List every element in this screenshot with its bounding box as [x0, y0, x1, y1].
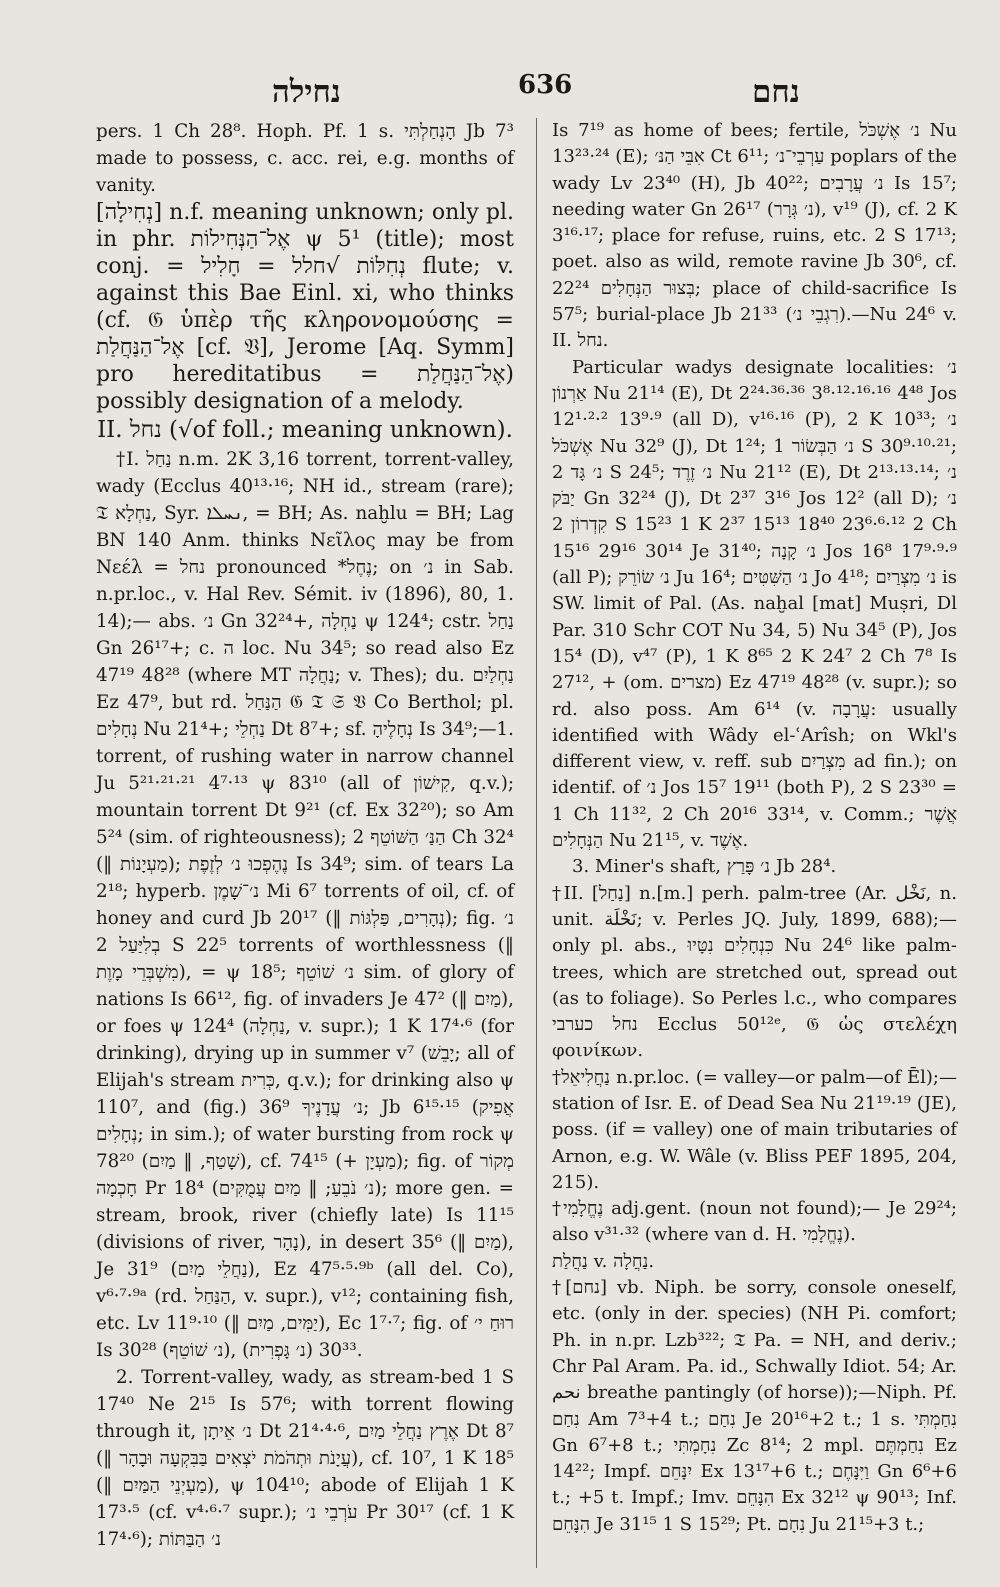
running-head-right: נחם [752, 74, 800, 110]
entry-nachalat: נַחֲלַת v. נַחֲלָה. [552, 1250, 655, 1272]
running-head-left: נחילה [272, 74, 341, 110]
right-column [552, 118, 957, 1538]
page-number: 636 [518, 70, 573, 100]
entry-nachal-palm: †II. [נַחַל] n.[m.] perh. palm-tree (Ar. نَخْل, n. unit. نَخْلَة; v. Perles JQ. July, 1899, 688);— only pl. abs., כִּנְחָלִים נִטָּיוּ Nu 24⁶ like palm-trees, which are stretched out, spread out (as to foliage). So Perles l.c., who compares נחל כערבי Ecclus 50¹²ᵉ, 𝔊 ὡς στελέχη φοινίκων. [552, 882, 958, 1062]
left-column [96, 118, 514, 1553]
entry-miners-shaft: 3. Miner's shaft, נ׳ פָּרַץ Jb 28⁴. [572, 856, 837, 878]
entry-particular-wadys: Particular wadys designate localities: נ׳ אַרְנוֹן Nu 21¹⁴ (E), Dt 2²⁴·³⁶·³⁶ 3⁸·¹²·¹⁶·¹⁶ 4⁴⁸ Jos 12¹·²·² 13⁹·⁹ (all D), v¹⁶·¹⁶ (P), 2 K 10³³; נ׳ אֶשְׁכֹּל Nu 32⁹ (J), Dt 1²⁴; נ׳ הַבְּשׂוֹר 1 S 30⁹·¹⁰·²¹; נ׳ גָּד 2 S 24⁵; נ׳ זֶרֶד Nu 21¹² (E), Dt 2¹³·¹³·¹⁴; נ׳ יַבֹּק Gn 32²⁴ (J), Dt 2³⁷ 3¹⁶ Jos 12² (all D); נ׳ קִדְרוֹן 2 S 15²³ 1 K 2³⁷ 15¹³ 18⁴⁰ 23⁶·⁶·¹² 2 Ch 15¹⁶ 29¹⁶ 30¹⁴ Je 31⁴⁰; נ׳ קָנָה Jos 16⁸ 17⁹·⁹·⁹ (all P); נ׳ שׂוֹרֵק Ju 16⁴; נ׳ הַשִּׁטִּים Jo 4¹⁸; נ׳ מִצְרַיִם is SW. limit of Pal. (As. naḫal [mat] Muṣri, Dl Par. 310 Schr COT Nu 34, 5) Nu 34⁵ (P), Jos 15⁴ (D), v⁴⁷ (P), 1 K 8⁶⁵ 2 K 24⁷ 2 Ch 7⁸ Is 27¹², + (om. מצרים) Ez 47¹⁹ 48²⁸ (v. supr.); so rd. also poss. Am 6¹⁴ (v. עֲרָבָה: usually identified with Wâdy el-ʿArîsh; on Wkl's different view, v. reff. sub מִצְרַיִם ad fin.); on identif. of נ׳ Jos 15⁷ 19¹¹ (both P), 2 S 23³⁰ = 1 Ch 11³², 2 Ch 20¹⁶ 33¹⁴, v. Comm.; אֲשֶׁר הַנְּחָלִים Nu 21¹⁵, v. אֶשֶׁד. [552, 356, 958, 852]
entry-nachal-torrent: †I. נַחַל n.m. 2K 3,16 torrent, torrent-valley, wady (Ecclus 40¹³·¹⁶; NH id., stream (rare); 𝔗 נַחְלָא, Syr. ܢܚܠܐ, = BH; As. naḫlu = BH; Lag BN 140 Anm. thinks Νεῖλος may be from Νεέλ = נחל pronounced *נֶחֶל; on נ׳ in Sab. n.pr.loc., v. Hal Rev. Sémit. iv (1896), 80, 1. 14);— abs. נ׳ Gn 32²⁴+, נַחְלָה ψ 124⁴; cstr. נַחַל Gn 26¹⁷+; c. ה loc. Nu 34⁵; so read also Ez 47¹⁹ 48²⁸ (where MT נַחֲלָה; v. Thes); du. נַחְלַיִם Ez 47⁹, but rd. הַנַּחַל 𝔊 𝔗 𝔖 𝔙 Co Berthol; pl. נְחָלִים Nu 21⁴+; נַחְלֵי Dt 8⁷+; sf. נְחָלֶיהָ Is 34⁹;—1. torrent, of rushing water in narrow channel Ju 5²¹·²¹·²¹ 4⁷·¹³ ψ 83¹⁰ (all of קִישׁוֹן, q.v.); mountain torrent Dt 9²¹ (cf. Ex 32²⁰); so Am 5²⁴ (sim. of righteousness); הַנַּ׳ הַשּׁוֹטֵף 2 Ch 32⁴ (‖ מַעְיָנוֹת); נֶהֶפְכוּ נ׳ לְזֶפֶת Is 34⁹; sim. of tears La 2¹⁸; hyperb. נ׳־שָׁמֶן Mi 6⁷ torrents of oil, cf. of honey and curd Jb 20¹⁷ (‖ נְהָרִים, פַּלְגּוֹת); fig. נ׳ בְלִיַּעַל 2 S 22⁵ torrents of worthlessness (‖ מִשְׁבְּרֵי מָוֶת), = ψ 18⁵; נ׳ שׁוֹטֵף sim. of glory of nations Is 66¹², fig. of invaders Je 47² (‖ מַיִם), or foes ψ 124⁴ (נַחְלָה, v. supr.); 1 K 17⁴·⁶ (for drinking), drying up in summer v⁷ (יָבֵשׁ; all of Elijah's stream כְּרִית, q.v.); for drinking also ψ 110⁷, and (fig.) נ׳ עֲדָנֶיךָ 36⁹; Jb 6¹⁵·¹⁵ (אֲפִיק נְחָלִים; in sim.); of water bursting from rock ψ 78²⁰ (שָׁטַף, ‖ מַיִם), cf. 74¹⁵ (+ מַעְיָן); fig. of מְקוֹר חָכְמָה Pr 18⁴ (נ׳ נֹבֵעַ; ‖ מַיִם עֲמֻקִּים); more gen. = stream, brook, river (chiefly late) Is 11¹⁵ (divisions of river, נָהָר), in desert 35⁶ (‖ מַיִם), Je 31⁹ (נַחֲלֵי מַיִם), Ez 47⁵·⁵·⁹ᵇ (all del. Co), v⁶·⁷·⁹ᵃ (rd. הַנַּחַל, v. supr.), v¹²; containing fish, etc. Lv 11⁹·¹⁰ (‖ יַמִּים, מַיִם), Ec 1⁷·⁷; fig. of רוּחַ י׳ Is 30²⁸ (נ׳ שׁוֹטֵף), 30³³ (נ׳ גָּפְרִית). [96, 449, 515, 1361]
root-heading-nachal: II. נחל (√of foll.; meaning unknown). [97, 417, 513, 443]
entry-nachal-sense-2: 2. Torrent-valley, wady, as stream-bed 1 S 17⁴⁰ Ne 2¹⁵ Is 57⁶; with torrent flowing through it, נ׳ אֵיתָן Dt 21⁴·⁴·⁶, אֶרֶץ נַחֲלֵי מַיִם Dt 8⁷ (‖ עֲיָנֹת וּתְהֹמֹת יֹצְאִים בַּבִּקְעָה וּבָהָר), cf. 10⁷, 1 K 18⁵ (‖ מַעְיְנֵי הַמַּיִם), ψ 104¹⁰; abode of Elijah 1 K 17³·⁵ (cf. v⁴·⁶·⁷ supr.); עֹרְבֵי נ׳ Pr 30¹⁷ (cf. 1 K 17⁴·⁶); נ׳ הַבַּתּוֹת [96, 1367, 514, 1550]
entry-nacham: †[נחם] vb. Niph. be sorry, console oneself, etc. (only in der. species) (NH Pi. comfort; Ph. in n.pr. Lzb³²²; 𝔗 Pa. = NH, and deriv.; Chr Pal Aram. Pa. id., Schwally Idiot. 54; Ar. نحم breathe pantingly (of horse));—Niph. Pf. נִחַם Am 7³+4 t.; נִחַם Je 20¹⁶+2 t.; 1 s. נִחַמְתִּי Gn 6⁷+8 t.; נִחָמְתִּי Zc 8¹⁴; 2 mpl. נִחַמְתֶּם Ez 14²²; Impf. יִנָּחֵם Ex 13¹⁷+6 t.; וַיִּנָּחֶם Gn 6⁶+6 t.; +5 t. Impf.; Imv. הִנָּחֵם Ex 32¹² ψ 90¹³; Inf. הִנָּחֵם Je 31¹⁵ 1 S 15²⁹; Pt. נִחָם Ju 21¹⁵+3 t.; [552, 1277, 958, 1535]
entry-nechilah: [נְחִילָה] n.f. meaning unknown; only pl. in phr. אֶל־הַנְּחִילוֹת ψ 5¹ (title); most conj. = נְחִלּוֹת √חלל = חָלִיל flute; v. against this Bae Einl. xi, who thinks (cf. 𝔊 ὑπὲρ τῆς κληρονομούσης = אֶל־הַנַּחֲלַת [cf. 𝔙], Jerome [Aq. Symm] pro hereditatibus = אֶל־הַנַּחֲלַת) possibly designation of a melody. [96, 200, 514, 414]
entry-continuation: pers. 1 Ch 28⁸. Hoph. Pf. 1 s. הָנְחַלְתִּי Jb 7³ made to possess, c. acc. rei, e.g. months of vanity. [96, 121, 514, 196]
entry-nachal-continuation: Is 7¹⁹ as home of bees; fertile, נ׳ אֶשְׁכֹּל Nu 13²³·²⁴ (E); אִבֵּי הַנּ׳ Ct 6¹¹; עַרְבֵי־נ׳ poplars of the wady Lv 23⁴⁰ (H), Jb 40²²; נ׳ עֲרָבִים Is 15⁷; needing water Gn 26¹⁷ (נ׳ גְּרָר), v¹⁹ (J), cf. 2 K 3¹⁶·¹⁷; place for refuse, ruins, etc. 2 S 17¹³; poet. also as wild, remote ravine Jb 30⁶, cf. בְּצוּר הַנְּחָלִים 22²⁴; place of child-sacrifice Is 57⁵; burial-place Jb 21³³ (רִגְבֵי נ׳).—Nu 24⁶ v. II. נחל. [552, 120, 957, 352]
column-divider [536, 118, 537, 1568]
entry-nechelami: †נֶחֱלָמִי adj.gent. (noun not found);— Je 29²⁴; also v³¹·³² (where van d. H. נֶחֱלָמִי). [552, 1198, 957, 1246]
entry-nachaliel: †נַחֲלִיאֵל n.pr.loc. (= valley—or palm—of Ēl);—station of Isr. E. of Dead Sea Nu 21¹⁹·¹⁹ (JE), poss. (if = valley) one of main tributaries of Arnon, e.g. W. Wâle (v. Bliss PEF 1895, 204, 215). [552, 1066, 957, 1193]
